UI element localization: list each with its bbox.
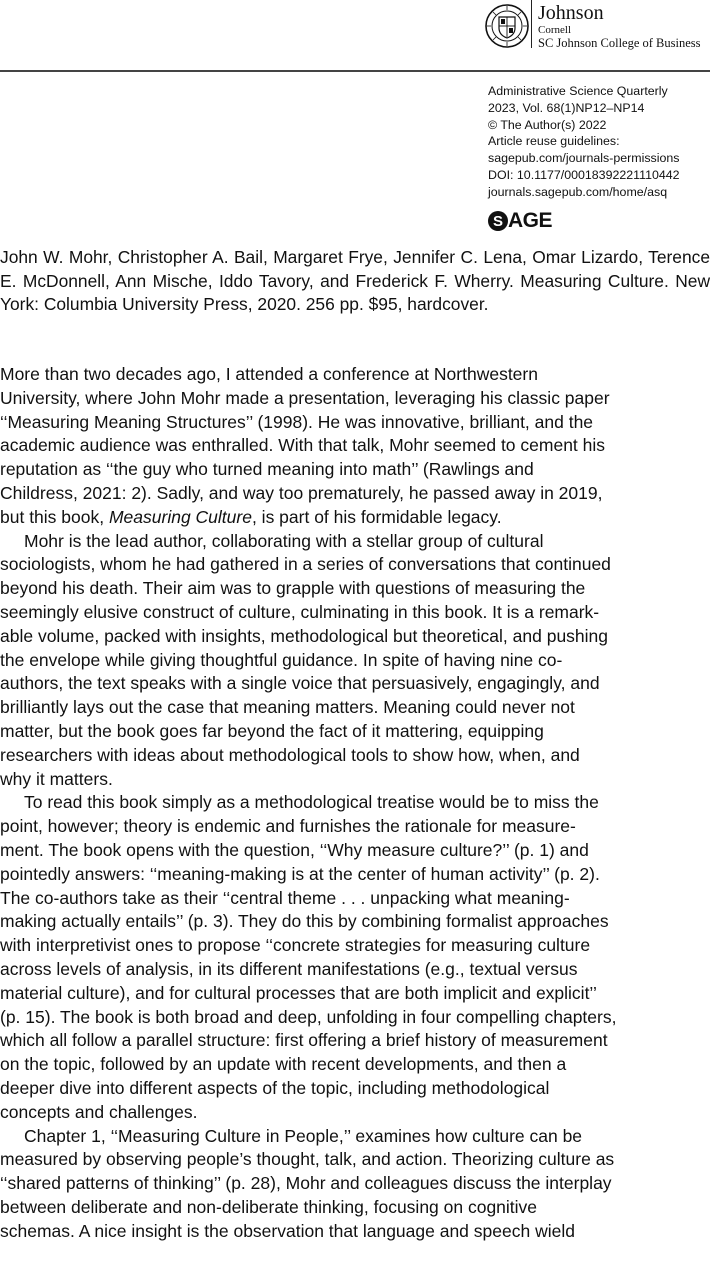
text-line: More than two decades ago, I attended a conference at Northwestern (0, 364, 538, 384)
text-line: reputation as ‘‘the guy who turned meaning into math’’ (Rawlings and (0, 459, 534, 480)
text-line: able volume, packed with insights, methodological but theoretical, and pushing (0, 625, 609, 646)
text-run: but this book, (0, 506, 109, 527)
text-line: (p. 15). The book is both broad and deep, unfolding in four compelling chapters, (0, 1006, 617, 1027)
journal-volume: 2023, Vol. 68(1)NP12–NP14 (488, 100, 645, 115)
text-line: material culture), and for cultural processes that are both implicit and explicit’’ (0, 982, 597, 1003)
paragraph (0, 363, 710, 530)
text-line: Mohr is the lead author, collaborating with a stellar group of cultural (24, 530, 544, 551)
text-line: ‘‘Measuring Meaning Structures’’ (1998). He was innovative, brilliant, and the (0, 411, 594, 432)
text-line (0, 506, 710, 530)
text-line: researchers with ideas about methodological tools to show how, when, and (0, 744, 580, 765)
text-line: ment. The book opens with the question, ‘‘Why measure culture?’’ (p. 1) and (0, 839, 589, 860)
text-run: , is part of his formidable legacy. (251, 506, 502, 527)
johnson-brand (538, 2, 701, 50)
journal-home-link[interactable]: journals.sagepub.com/home/asq (488, 184, 668, 199)
sage-logo (488, 208, 552, 234)
book-title-italic: Measuring Culture (108, 506, 252, 527)
text-line: point, however; theory is endemic and furnishes the rationale for measure- (0, 816, 576, 837)
text-line: sociologists, whom he had gathered in a series of conversations that continued (0, 554, 611, 575)
copyright-line: © The Author(s) 2022 (488, 117, 607, 132)
cornell-seal-logo (485, 4, 529, 48)
reuse-line: Article reuse guidelines: (488, 134, 620, 149)
text-line: the envelope while giving thoughtful guidance. In spite of having nine co- (0, 649, 563, 670)
text-line: between deliberate and non-deliberate thinking, focusing on cognitive (0, 1196, 538, 1217)
text-line: academic audience was enthralled. With that talk, Mohr seemed to cement his (0, 435, 606, 456)
paragraph (0, 791, 710, 1124)
text-line: across levels of analysis, in its different manifestations (e.g., textual versus (0, 958, 578, 979)
text-line: pointedly answers: ‘‘meaning-making is at the center of human activity’’ (p. 2). (0, 863, 600, 884)
journal-name: Administrative Science Quarterly (488, 84, 668, 98)
text-line: schemas. A nice insight is the observation that language and speech wield (0, 1220, 575, 1241)
brand-divider (531, 0, 532, 48)
review-body (0, 363, 710, 1243)
brand-line-1: Cornell (538, 24, 571, 36)
text-line: measured by observing people’s thought, talk, and action. Theorizing culture as (0, 1149, 615, 1170)
paragraph (0, 1125, 710, 1244)
text-line: which all follow a parallel structure: first offering a brief history of measurement (0, 1030, 608, 1051)
book-citation: John W. Mohr, Christopher A. Bail, Margaret Frye, Jennifer C. Lena, Omar Lizardo, Terence E. McDonnell, Ann Mische, Iddo Tavory, and Frederick F. Wherry. Measuring Culture. New York: Columbia University Press, 2020. 256 pp. $95, hardcover. (0, 247, 710, 315)
text-line: on the topic, followed by an update with recent developments, and then a (0, 1054, 567, 1075)
text-line: concepts and challenges. (0, 1101, 198, 1122)
text-line: deeper dive into different aspects of the topic, including methodological (0, 1077, 550, 1098)
text-line: Childress, 2021: 2). Sadly, and way too prematurely, he passed away in 2019, (0, 482, 603, 503)
text-line: Chapter 1, ‘‘Measuring Culture in People,’’ examines how culture can be (24, 1125, 583, 1146)
text-line: making actually entails’’ (p. 3). They do this by combining formalist approaches (0, 911, 609, 932)
page-header (0, 0, 710, 72)
sage-s-icon: S (488, 211, 508, 231)
sage-wordmark: AGE (508, 209, 553, 232)
text-line: To read this book simply as a methodological treatise would be to miss the (24, 792, 599, 813)
text-line: ‘‘shared patterns of thinking’’ (p. 28), Mohr and colleagues discuss the interplay (0, 1173, 612, 1194)
brand-word: Johnson (538, 2, 604, 24)
text-line: why it matters. (0, 768, 113, 789)
header-rule (0, 70, 710, 72)
journal-metadata (488, 83, 680, 201)
text-line: matter, but the book goes far beyond the fact of it mattering, equipping (0, 720, 544, 741)
text-line: beyond his death. Their aim was to grapple with questions of measuring the (0, 578, 586, 599)
paragraph (0, 530, 710, 792)
permissions-link[interactable]: sagepub.com/journals-permissions (488, 151, 680, 166)
doi-link[interactable]: DOI: 10.1177/00018392221110442 (488, 167, 680, 182)
text-line: The co-authors take as their ‘‘central theme . . . unpacking what meaning- (0, 887, 570, 908)
text-line: University, where John Mohr made a presentation, leveraging his classic paper (0, 387, 610, 408)
text-line: with interpretivist ones to propose ‘‘concrete strategies for measuring culture (0, 935, 591, 956)
brand-line-2: SC Johnson College of Business (538, 36, 701, 50)
text-line: authors, the text speaks with a single voice that persuasively, engagingly, and (0, 673, 600, 694)
text-line: brilliantly lays out the case that meaning matters. Meaning could never not (0, 697, 575, 718)
text-line: seemingly elusive construct of culture, culminating in this book. It is a remark- (0, 601, 600, 622)
